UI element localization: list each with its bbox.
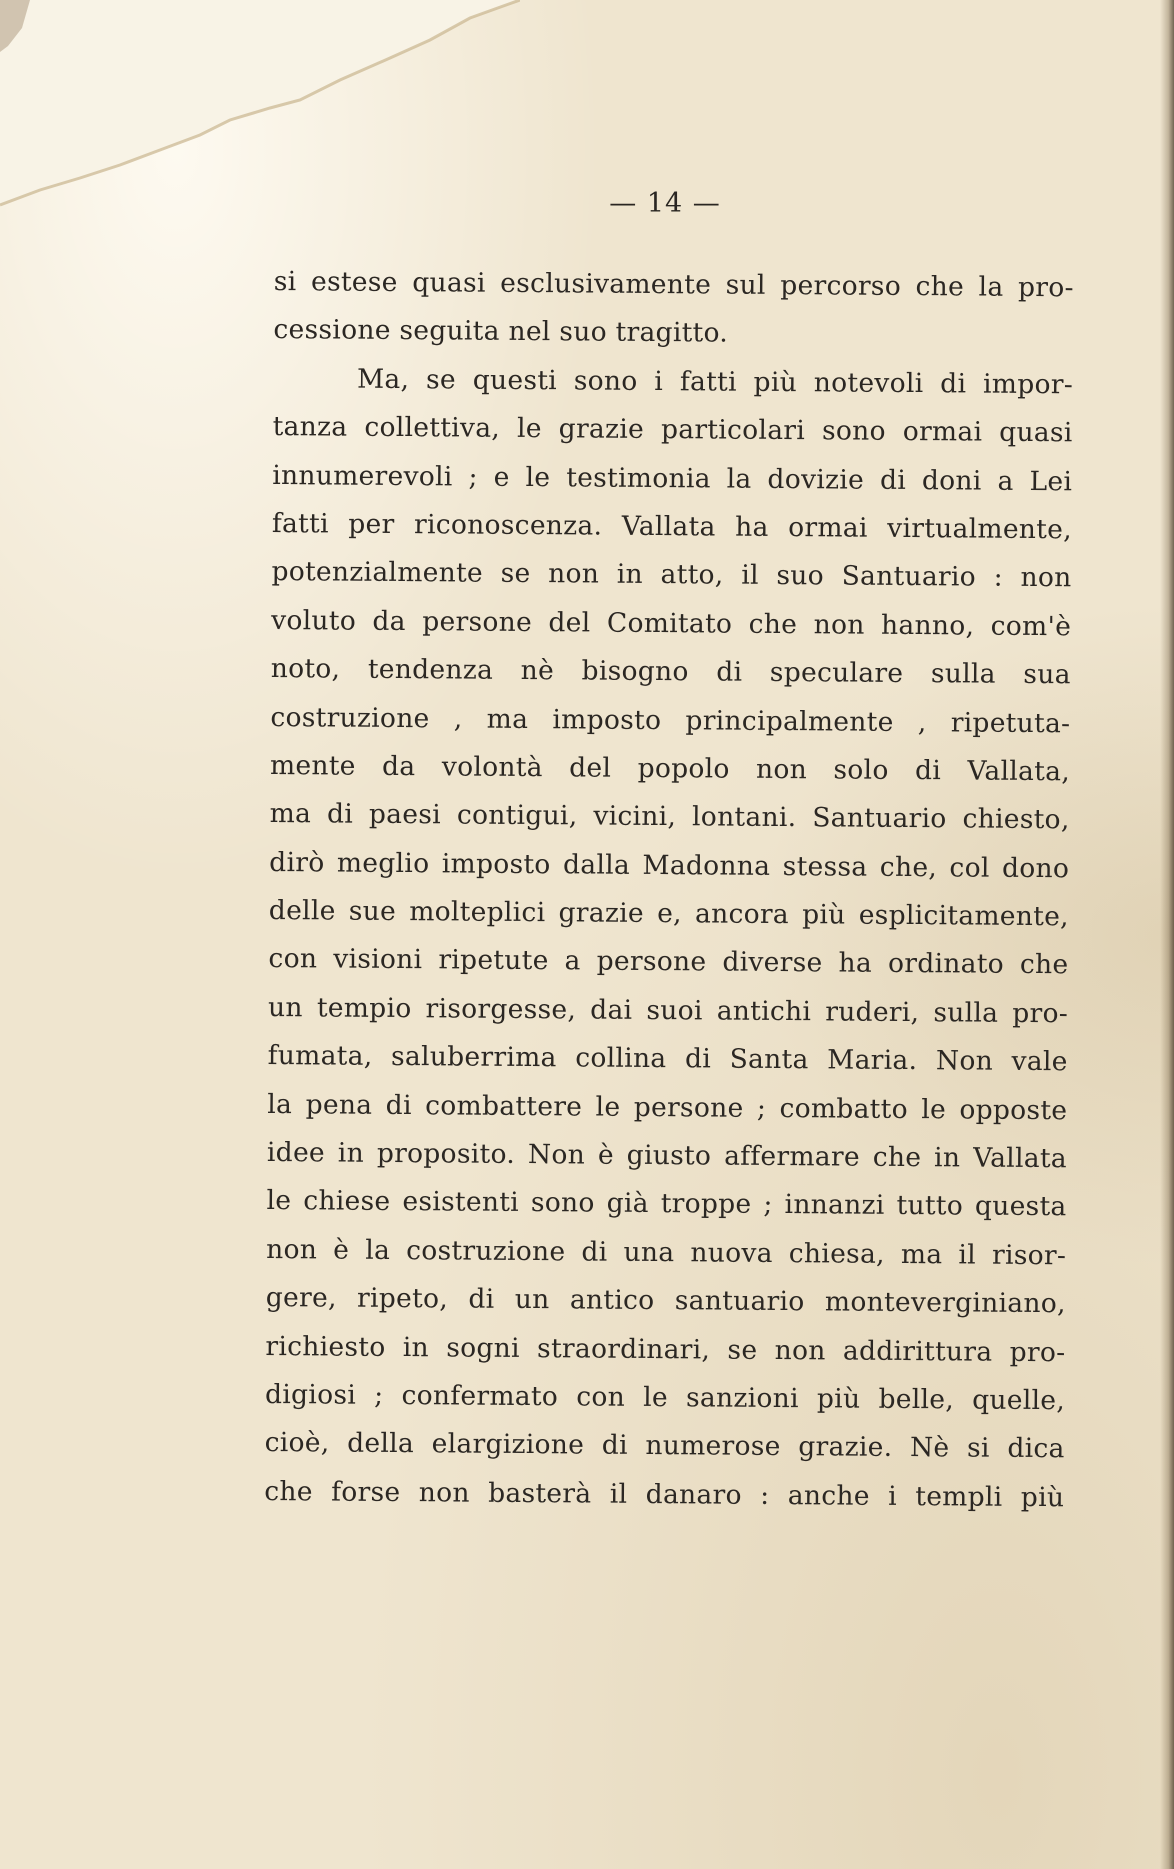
torn-corner-stain [0,0,520,210]
text-line: si estese quasi esclusivamente sul percorso che la pro- [273,265,1074,304]
text-line: cioè, della elargizione di numerose grazie. Nè si dica [264,1427,1065,1465]
text-line: potenzialmente se non in atto, il suo Santuario : non [271,556,1072,594]
text-line: noto, tendenza nè bisogno di speculare sulla sua [270,653,1071,691]
text-line: dirò meglio imposto dalla Madonna stessa che, col dono [269,846,1070,884]
text-line: gere, ripeto, di un antico santuario monteverginiano, [265,1282,1066,1320]
text-line: voluto da persone del Comitato che non hanno, com'è [271,604,1072,643]
text-line: un tempio risorgesse, dai suoi antichi ruderi, sulla pro- [267,991,1069,1030]
text-line: la pena di combattere le persone ; combatto le opposte [267,1088,1068,1126]
text-line: costruzione , ma imposto principalmente , ripetuta- [270,701,1071,739]
text-line: fatti per riconoscenza. Vallata ha ormai virtualmente, [271,507,1073,546]
text-line: non è la costruzione di una nuova chiesa, ma il risor- [266,1233,1067,1272]
text-line: innumerevoli ; e le testimonia la dovizie di doni a Lei [272,459,1073,497]
text-line: che forse non basterà il danaro : anche i templi più [264,1475,1065,1514]
text-line: idee in proposito. Non è giusto affermare che in Vallata [266,1137,1068,1175]
text-line: fumata, saluberrima collina di Santa Maria. Non vale [267,1040,1068,1078]
text-line: le chiese esistenti sono già troppe ; innanzi tutto questa [266,1185,1067,1223]
text-line: delle sue molteplici grazie e, ancora più esplicitamente, [268,895,1069,933]
text-line: tanza collettiva, le grazie particolari sono ormai quasi [272,411,1073,449]
text-line: digiosi ; confermato con le sanzioni più belle, quelle, [264,1378,1066,1417]
text-line: mente da volontà del popolo non solo di Vallata, [269,749,1071,788]
page-edge-shadow [1160,0,1174,1869]
body-text [264,258,1074,1522]
page-number: — 14 — [609,188,721,219]
text-line: ma di paesi contigui, vicini, lontani. Santuario chiesto, [269,798,1070,836]
text-line: richiesto in sogni straordinari, se non addirittura pro- [265,1330,1066,1368]
text-line: con visioni ripetute a persone diverse ha ordinato che [268,943,1069,981]
text-line: Ma, se questi sono i fatti più notevoli di impor- [356,363,1074,401]
text-line: cessione seguita nel suo tragitto. [273,314,729,349]
